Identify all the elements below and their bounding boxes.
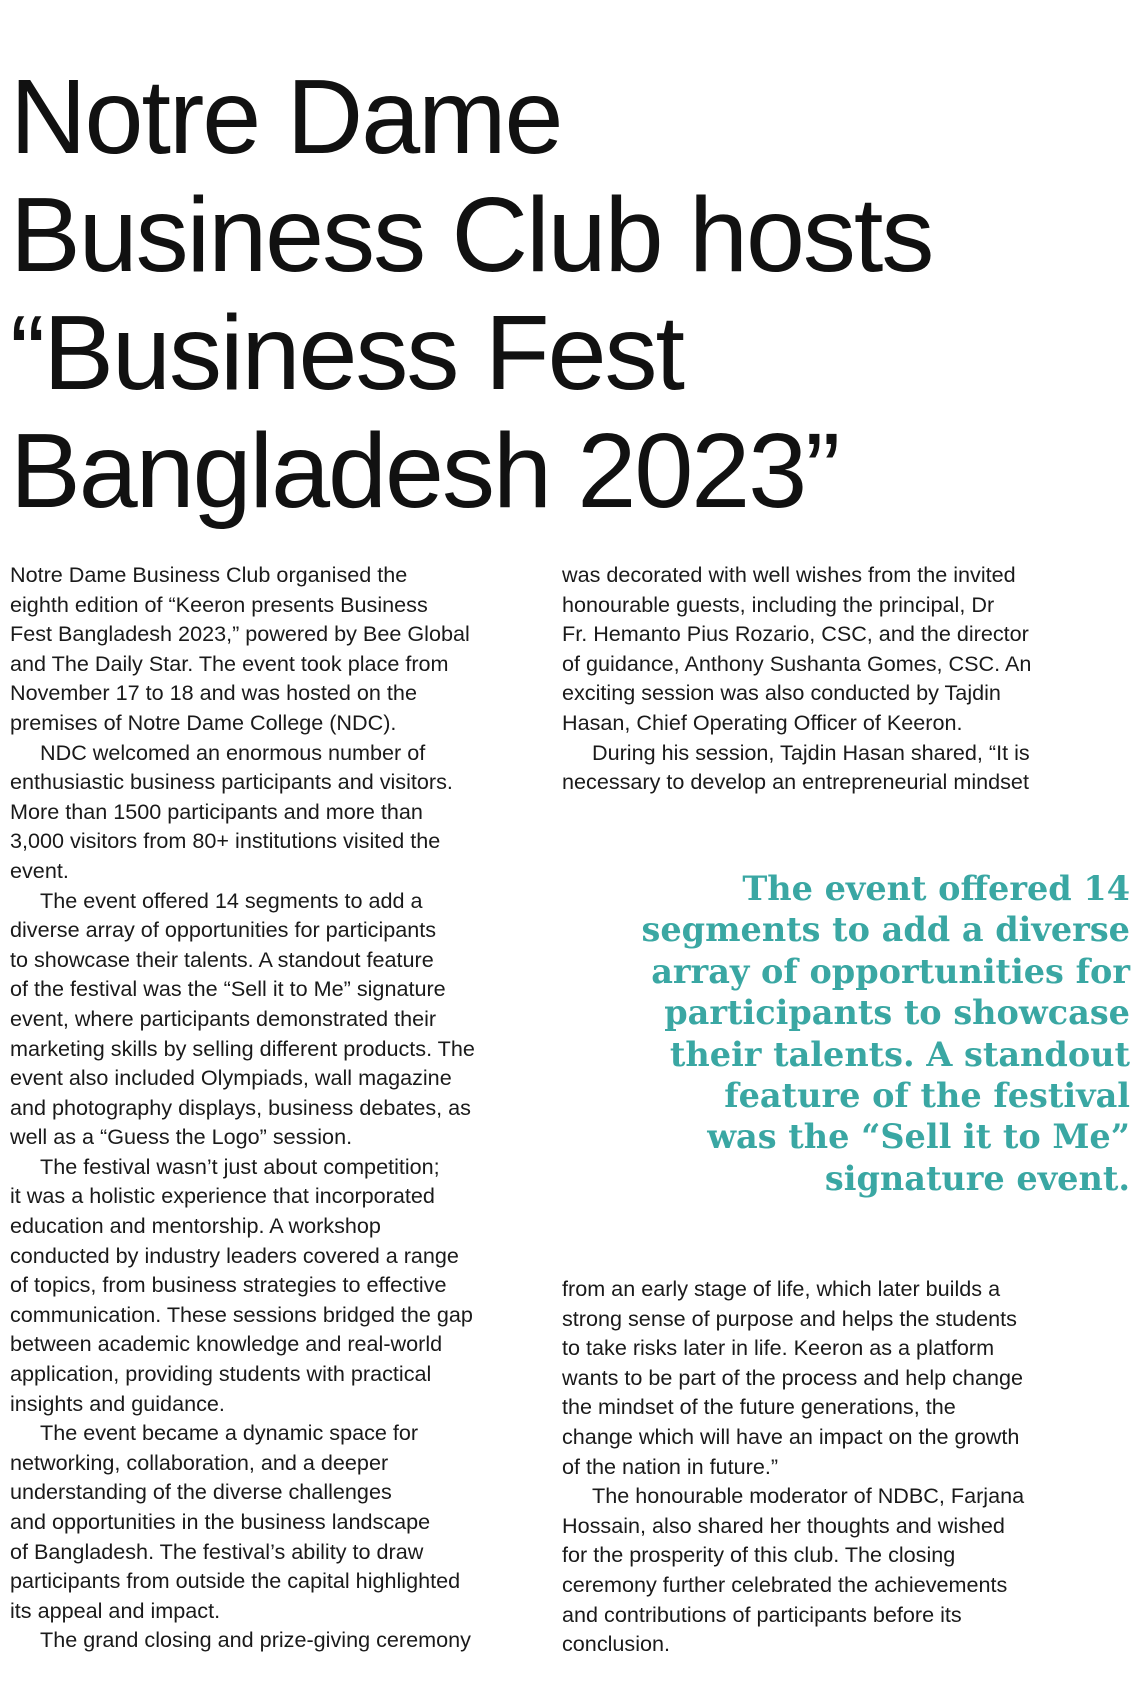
body-line: Fr. Hemanto Pius Rozario, CSC, and the director — [562, 621, 1029, 647]
right-column-top — [562, 560, 1082, 797]
body-line: conducted by industry leaders covered a range — [10, 1242, 459, 1268]
body-line: Hossain, also shared her thoughts and wished — [562, 1512, 1005, 1538]
pull-quote-line: feature of the festival — [724, 1076, 1130, 1116]
body-line: During his session, Tajdin Hasan shared, “It is — [592, 739, 1030, 765]
body-line: and The Daily Star. The event took place from — [10, 650, 449, 676]
headline-line: “Business Fest — [10, 294, 684, 412]
body-line: The honourable moderator of NDBC, Farjana — [592, 1483, 1025, 1509]
body-line: The grand closing and prize-giving ceremony — [40, 1627, 471, 1653]
body-line: wants to be part of the process and help change — [562, 1364, 1023, 1390]
body-line: insights and guidance. — [10, 1390, 225, 1416]
body-line: event, where participants demonstrated their — [10, 1005, 437, 1031]
body-line: The event offered 14 segments to add a — [40, 887, 423, 913]
pull-quote-line: their talents. A standout — [669, 1034, 1130, 1074]
pull-quote-line: array of opportunities for — [651, 951, 1130, 991]
body-line: conclusion. — [562, 1631, 671, 1657]
body-line: exciting session was also conducted by Tajdin — [562, 680, 1001, 706]
body-line: eighth edition of “Keeron presents Business — [10, 591, 428, 617]
pull-quote-line: The event offered 14 — [742, 869, 1130, 908]
body-line: necessary to develop an entrepreneurial mindset — [562, 769, 1029, 795]
body-line: for the prosperity of this club. The closing — [562, 1542, 956, 1568]
headline-line: Bangladesh 2023” — [10, 412, 839, 530]
article-headline — [10, 58, 1130, 530]
body-line: application, providing students with practical — [10, 1361, 432, 1387]
body-line: networking, collaboration, and a deeper — [10, 1449, 389, 1475]
body-line: from an early stage of life, which later builds a — [562, 1276, 1001, 1301]
body-line: NDC welcomed an enormous number of — [40, 739, 426, 765]
body-line: The festival wasn’t just about competition; — [40, 1153, 440, 1179]
body-line: well as a “Guess the Logo” session. — [10, 1124, 353, 1150]
body-line: and opportunities in the business landscape — [10, 1509, 431, 1534]
body-line: of guidance, Anthony Sushanta Gomes, CSC. An — [562, 650, 1032, 676]
body-line: of topics, from business strategies to effective — [10, 1272, 447, 1298]
body-line: The event became a dynamic space for — [40, 1420, 419, 1446]
body-line: to take risks later in life. Keeron as a platform — [562, 1335, 995, 1361]
body-line: of the festival was the “Sell it to Me” signature — [10, 976, 446, 1002]
pull-quote-line: participants to showcase — [664, 993, 1130, 1033]
body-line: strong sense of purpose and helps the students — [562, 1305, 1017, 1331]
body-line: participants from outside the capital highlighted — [10, 1568, 461, 1594]
body-line: marketing skills by selling different products. The — [10, 1035, 475, 1061]
pull-quote-line: was the “Sell it to Me” — [707, 1117, 1130, 1157]
body-line: the mindset of the future generations, the — [562, 1394, 956, 1420]
pull-quote-line: segments to add a diverse — [641, 910, 1130, 950]
body-line: event. — [10, 857, 69, 883]
body-line: communication. These sessions bridged the gap — [10, 1301, 473, 1327]
body-line: More than 1500 participants and more than — [10, 798, 423, 824]
body-line: honourable guests, including the principal, Dr — [562, 591, 995, 617]
body-line: November 17 to 18 and was hosted on the — [10, 680, 417, 706]
body-line: diverse array of opportunities for participants — [10, 917, 437, 943]
body-line: between academic knowledge and real-world — [10, 1331, 443, 1357]
headline-line: Notre Dame — [10, 58, 562, 176]
body-line: Hasan, Chief Operating Officer of Keeron. — [562, 709, 963, 735]
body-line: of Bangladesh. The festival’s ability to draw — [10, 1538, 424, 1564]
body-line: premises of Notre Dame College (NDC). — [10, 709, 397, 735]
body-line: education and mentorship. A workshop — [10, 1213, 381, 1239]
body-line: and photography displays, business debates, as — [10, 1094, 471, 1120]
body-line: Notre Dame Business Club organised the — [10, 562, 408, 587]
pull-quote-line: signature event. — [824, 1158, 1130, 1198]
body-line: and contributions of participants before its — [562, 1601, 962, 1627]
body-line: 3,000 visitors from 80+ institutions visited the — [10, 828, 441, 854]
headline-line: Business Club hosts — [10, 176, 933, 294]
body-line: was decorated with well wishes from the invited — [562, 562, 1016, 587]
body-line: enthusiastic business participants and visitors. — [10, 769, 453, 795]
body-line: event also included Olympiads, wall magazine — [10, 1065, 452, 1091]
right-column-bottom — [562, 1274, 1082, 1659]
body-line: understanding of the diverse challenges — [10, 1479, 392, 1505]
body-line: its appeal and impact. — [10, 1597, 221, 1623]
pull-quote — [600, 868, 1130, 1199]
body-line: of the nation in future.” — [562, 1453, 779, 1479]
body-line: ceremony further celebrated the achievements — [562, 1571, 1008, 1597]
body-line: change which will have an impact on the growth — [562, 1423, 1020, 1449]
body-line: Fest Bangladesh 2023,” powered by Bee Global — [10, 621, 470, 647]
left-column — [10, 560, 515, 1655]
body-line: it was a holistic experience that incorporated — [10, 1183, 435, 1209]
body-line: to showcase their talents. A standout feature — [10, 946, 434, 972]
